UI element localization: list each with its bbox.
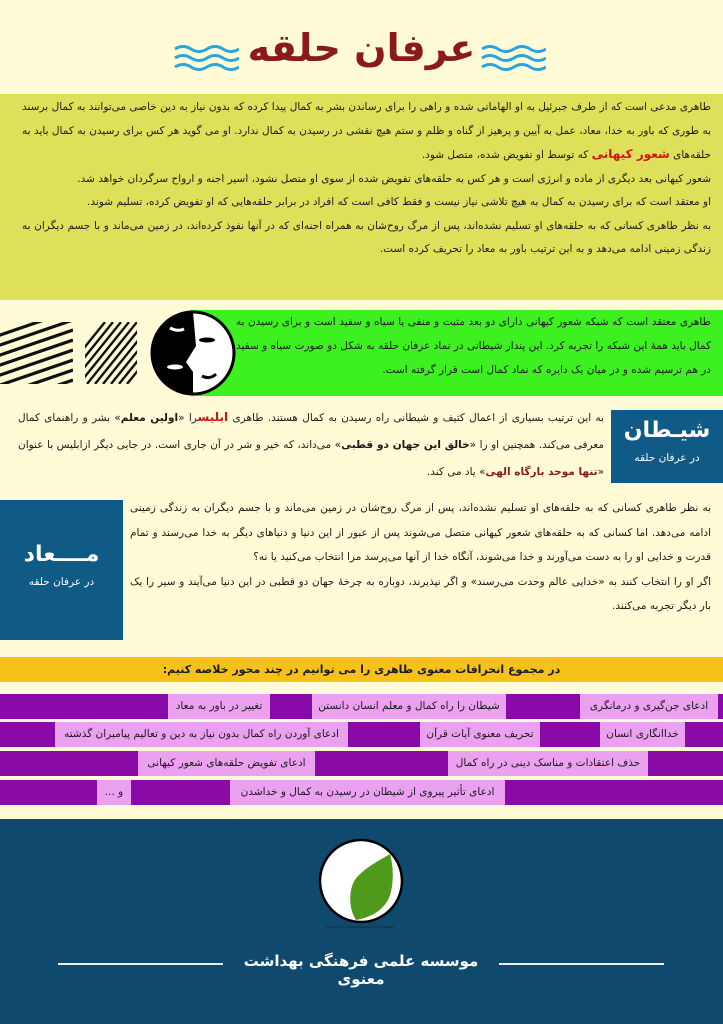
symbol-section <box>190 310 723 396</box>
intro-line-1-end: که توسط او تفویض شده، متصل شود. <box>421 149 592 161</box>
shaitan-text-part: را « <box>178 412 198 424</box>
spacer <box>270 694 312 719</box>
intro-section <box>0 94 723 300</box>
summary-item: و ... <box>97 780 131 805</box>
cosmic-consciousness-highlight: شعور کیهانی <box>591 147 670 161</box>
summary-item: حذف اعتقادات و مناسک دینی در راه کمال <box>448 751 648 776</box>
spacer <box>718 694 723 719</box>
spacer <box>540 722 600 747</box>
spacer <box>315 751 448 776</box>
first-teacher-highlight: اولین معلم <box>120 412 179 424</box>
shaitan-text <box>18 404 604 486</box>
shaitan-text-part: » می‌داند، که خیر و شر در آن جاری است. در جایی دیگر ازابلیس با عنوان « <box>18 439 604 478</box>
spacer <box>505 780 723 805</box>
footer-divider <box>58 963 223 965</box>
creator-highlight: خالق این جهان دو قطبی <box>341 439 470 451</box>
black-white-face-icon <box>150 310 236 396</box>
shaitan-box-subtitle: در عرفان حلقه <box>634 452 700 464</box>
spacer <box>131 780 230 805</box>
summary-item: ادعای جن‌گیری و درمانگری <box>580 694 718 719</box>
summary-item: تغییر در باور به معاد <box>168 694 270 719</box>
intro-line-2: شعور کیهانی بعد دیگری از ماده و انرژی است و هر کس به حلقه‌های تفویض شده از سوی او متصل نشود، اسیر اجنه و ارواح سرگردان خواهد شد. <box>77 172 711 185</box>
maad-paragraph-1: به نظر طاهری کسانی که به حلقه‌های او تسلیم نشده‌اند، پس از مرگ روح‌شان در زمین می‌ماند و با جسم دیگران به زندگی زمینی ادامه می‌دهد. اما کسانی که به حلقه‌های شعور کیهانی متصل می‌شوند پس از عبور از این دنیا و دنیاهای دیگر به خدا می‌رسند و تمام قدرت و خدایی او را به دست می‌آورند و خدا می‌شوند، آنگاه خدا از آنها می‌پرسد مرا انتخاب می‌کنید یا نه؟ <box>130 502 711 563</box>
maad-box-subtitle: در عرفان حلقه <box>28 576 95 588</box>
maad-label-box <box>0 500 123 640</box>
summary-row <box>0 780 723 805</box>
shaitan-text-part: به این ترتیب بسیاری از اعمال کثیف و شیطانی راه رسیدن به کمال هستند. طاهری <box>228 412 604 424</box>
shaitan-label-box <box>611 410 723 483</box>
spacer <box>0 722 55 747</box>
summary-row <box>0 694 723 719</box>
maad-text <box>130 496 711 619</box>
intro-line-1: طاهری مدعی است که از طرف جبرئیل به او الهاماتی شده و راهی را برای رساندن بشر به کمال پیدا کرده که بدون نیاز به دین خاصی می‌توانند به کمال برسند به طوری که باور به خدا، معاد، عمل به آیین و پرهیز از گناه و ظلم و ستم هیچ نقشی در رسیدن به کمال ندارد. او می گوید هر کس برای رسیدن به کمال باید به حلقه‌های <box>22 101 711 161</box>
logo-caption: Scientific & Cultural Institute Spiritual Health <box>326 925 394 929</box>
summary-item: شیطان را راه کمال و معلم انسان دانستن <box>312 694 506 719</box>
spacer <box>0 780 97 805</box>
iblis-highlight: ابلیس <box>197 410 229 424</box>
spacer <box>0 751 138 776</box>
summary-item: ادعای تأثیر پیروی از شیطان در رسیدن به کمال و خداشدن <box>230 780 505 805</box>
symbol-text: طاهری معتقد است که شبکه شعور کیهانی دارای دو بعد مثبت و منفی یا سیاه و سفید است و برای رسیدن به کمال باید همهٔ این شبکه را تجربه کرد. این پندار شیطانی در نماد عرفان حلقه به شکل دو صورت سیاه و سفید در هم ترسیم شده و در میان یک دایره که نماد کمال است قرار گرفته است. <box>236 316 711 376</box>
shaitan-text-part: » یاد می کند. <box>426 466 486 478</box>
spacer <box>506 694 580 719</box>
shaitan-box-title: شیـطان <box>623 418 711 443</box>
spacer <box>648 751 723 776</box>
summary-heading: در مجموع انحرافات معنوی طاهری را می توانیم در چند محور خلاصه کنیم: <box>0 657 723 682</box>
intro-line-4: به نظر طاهری کسانی که به حلقه‌های او تسلیم نشده‌اند، پس از مرگ روح‌شان به همراه اجنه‌ای که در آنها نفوذ کرده‌اند، در زمین می‌ماند و با جسم دیگران به زندگی زمینی ادامه می‌دهد و به این ترتیب باور به معاد را تحریف کرده است. <box>22 219 711 255</box>
maad-box-title: مــــعاد <box>23 542 100 567</box>
shaitan-text-part: » بشر و راهنمای کمال معرفی می‌کند. همچنین او را « <box>18 412 604 451</box>
spacer <box>348 722 420 747</box>
unique-monotheist-highlight: تنها موحد بارگاه الهی <box>485 466 598 478</box>
spacer <box>685 722 723 747</box>
diagonal-stripes-icon <box>85 322 137 384</box>
summary-item: ادعای آوردن راه کمال بدون نیاز به دین و تعالیم پیامبران گذشته <box>55 722 348 747</box>
page-title: عرفان حلقه <box>247 26 476 70</box>
footer-divider <box>499 963 664 965</box>
green-leaf-logo-icon <box>318 838 404 924</box>
header <box>0 0 723 94</box>
intro-line-3: او معتقد است که برای رسیدن به کمال به هیچ تلاشی نیاز نیست و فقط کافی است که افراد در برابر حلقه‌هایی که او تفویض کرده، تسلیم شوند. <box>87 196 711 208</box>
summary-item: ادعای تفویض حلقه‌های شعور کیهانی <box>138 751 315 776</box>
organization-name: موسسه علمی فرهنگی بهداشت معنوی <box>243 952 479 988</box>
summary-row <box>0 751 723 776</box>
summary-row <box>0 722 723 747</box>
maad-paragraph-2: اگر او را انتخاب کنند به «خدایی عالم وحدت می‌رسند» و اگر نپذیرند، دوباره به چرخهٔ جهان دو قطبی در این دنیا می‌آیند و سیر را یک بار دیگر تجربه می‌کنند. <box>130 575 711 612</box>
summary-item: خداانگاری انسان <box>600 722 685 747</box>
summary-item: تحریف معنوی آیات قرآن <box>420 722 540 747</box>
intro-text <box>22 96 711 262</box>
diagonal-stripes-icon <box>0 322 73 384</box>
spacer <box>0 694 168 719</box>
